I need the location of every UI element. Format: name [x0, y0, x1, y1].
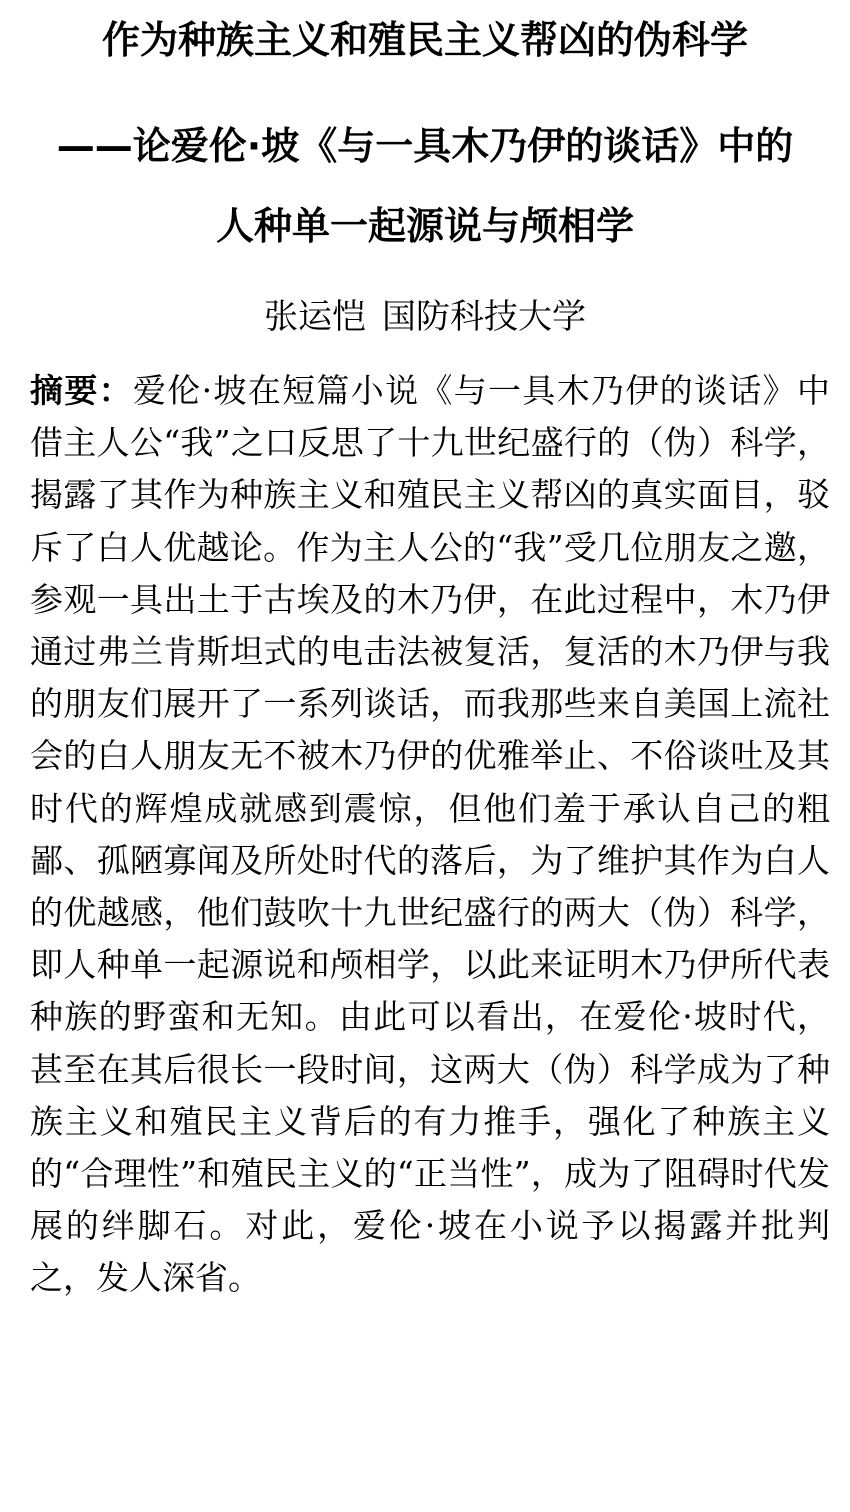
paper-title: 作为种族主义和殖民主义帮凶的伪科学: [101, 18, 748, 62]
paper-subtitle-line-2: 人种单一起源说与颅相学: [215, 204, 634, 248]
author-line: [0, 296, 850, 338]
paper-subtitle-line-1: ——论爱伦·坡《与一具木乃伊的谈话》中的: [56, 124, 794, 168]
author-name: 张运恺: [264, 297, 366, 337]
abstract: [30, 365, 830, 1305]
abstract-label: 摘要：: [30, 371, 133, 410]
author-affiliation: 国防科技大学: [382, 297, 586, 337]
abstract-text: 爱伦·坡在短篇小说《与一具木乃伊的谈话》中借主人公“我”之口反思了十九世纪盛行的（伪）科学，揭露了其作为种族主义和殖民主义帮凶的真实面目，驳斥了白人优越论。作为主人公的“我”受几位朋友之邀，参观一具出土于古埃及的木乃伊，在此过程中，木乃伊通过弗兰肯斯坦式的电击法被复活，复活的木乃伊与我的朋友们展开了一系列谈话，而我那些来自美国上流社会的白人朋友无不被木乃伊的优雅举止、不俗谈吐及其时代的辉煌成就感到震惊，但他们羞于承认自己的粗鄙、孤陋寡闻及所处时代的落后，为了维护其作为白人的优越感，他们鼓吹十九世纪盛行的两大（伪）科学，即人种单一起源说和颅相学，以此来证明木乃伊所代表种族的野蛮和无知。由此可以看出，在爱伦·坡时代，甚至在其后很长一段时间，这两大（伪）科学成为了种族主义和殖民主义背后的有力推手，强化了种族主义的“合理性”和殖民主义的“正当性”，成为了阻碍时代发展的绊脚石。对此，爱伦·坡在小说予以揭露并批判之，发人深省。: [30, 371, 830, 1298]
